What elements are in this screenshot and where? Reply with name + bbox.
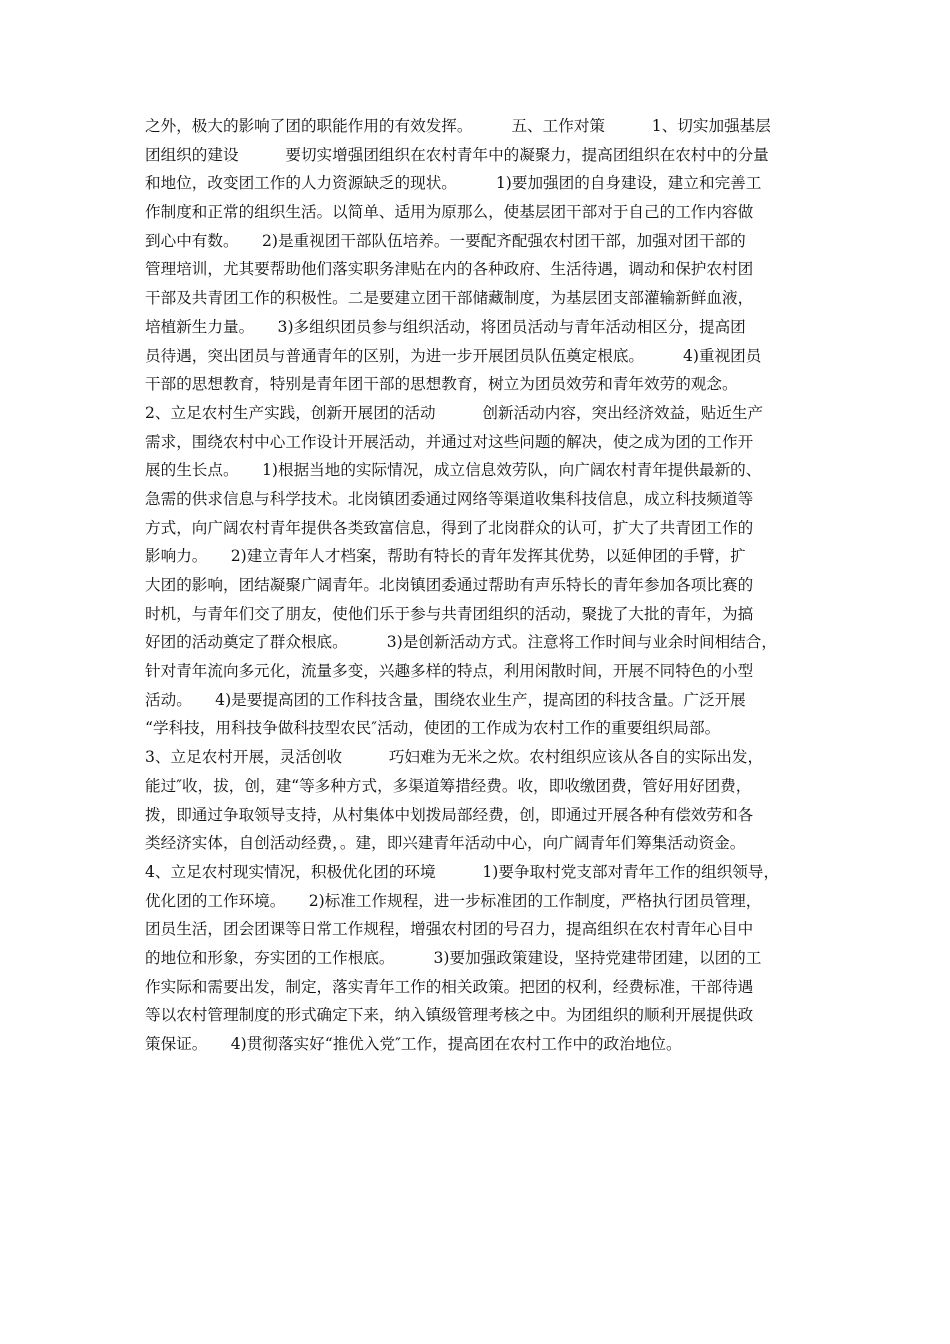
text-line: 急需的供求信息与科学技术。北岗镇团委通过网络等渠道收集科技信息，成立科技频道等 — [145, 489, 754, 508]
text-line: “学科技，用科技争做科技型农民″活动，使团的工作成为农村工作的重要组织局部。 — [145, 719, 721, 738]
text-line: 团员生活，团会团课等日常工作规程，增强农村团的号召力，提高组织在农村青年心目中 — [145, 920, 754, 939]
text-line: 针对青年流向多元化，流量多变，兴趣多样的特点，利用闲散时间，开展不同特色的小型 — [145, 662, 754, 681]
text-line: 好团的活动奠定了群众根底。 3)是创新活动方式。注意将工作时间与业余时间相结合， — [145, 633, 777, 652]
text-line: 干部及共青团工作的积极性。二是要建立团干部储藏制度，为基层团支部灌输新鲜血液， — [145, 289, 754, 308]
text-line: 能过″收，拔，创，建“等多种方式，多渠道筹措经费。收，即收缴团费，管好用好团费， — [145, 776, 752, 795]
text-line: 优化团的工作环境。 2)标准工作规程，进一步标准团的工作制度，严格执行团员管理， — [145, 891, 762, 910]
text-line: 2、立足农村生产实践，创新开展团的活动 创新活动内容，突出经济效益，贴近生产 — [145, 403, 764, 422]
text-line: 管理培训，尤其要帮助他们落实职务津贴在内的各种政府、生活待遇，调动和保护农村团 — [145, 260, 754, 279]
text-line: 类经济实体，自创活动经费，。建，即兴建青年活动中心，向广阔青年们筹集活动资金。 — [145, 834, 746, 853]
document-body — [145, 112, 811, 1059]
text-line: 时机，与青年们交了朋友，使他们乐于参与共青团组织的活动，聚拢了大批的青年，为搞 — [145, 604, 754, 623]
text-line: 活动。 4)是要提高团的工作科技含量，围绕农业生产，提高团的科技含量。广泛开展 — [145, 690, 746, 709]
text-line: 到心中有数。 2)是重视团干部队伍培养。一要配齐配强农村团干部，加强对团干部的 — [145, 231, 746, 250]
text-line: 拨，即通过争取领导支持，从村集体中划拨局部经费，创，即通过开展各种有偿效劳和各 — [145, 805, 754, 824]
text-line: 方式，向广阔农村青年提供各类致富信息，得到了北岗群众的认可，扩大了共青团工作的 — [145, 518, 754, 537]
text-line: 的地位和形象，夯实团的工作根底。 3)要加强政策建设，坚持党建带团建，以团的工 — [145, 948, 762, 967]
text-line: 培植新生力量。 3)多组织团员参与组织活动，将团员活动与青年活动相区分，提高团 — [145, 317, 746, 336]
text-line: 3、立足农村开展，灵活创收 巧妇难为无米之炊。农村组织应该从各自的实际出发， — [145, 748, 764, 767]
text-line: 干部的思想教育，特别是青年团干部的思想教育，树立为团员效劳和青年效劳的观念。 — [145, 375, 738, 394]
text-line: 员待遇，突出团员与普通青年的区别，为进一步开展团员队伍奠定根底。 4)重视团员 — [145, 346, 762, 365]
text-line: 需求，围绕农村中心工作设计开展活动，并通过对这些问题的解决，使之成为团的工作开 — [145, 432, 754, 451]
text-line: 团组织的建设 要切实增强团组织在农村青年中的凝聚力，提高团组织在农村中的分量 — [145, 145, 769, 164]
text-line: 4、立足农村现实情况，积极优化团的环境 1)要争取村党支部对青年工作的组织领导， — [145, 862, 780, 881]
text-line: 策保证。 4)贯彻落实好“推优入党″工作，提高团在农村工作中的政治地位。 — [145, 1035, 682, 1053]
text-line: 展的生长点。 1)根据当地的实际情况，成立信息效劳队，向广阔农村青年提供最新的、 — [145, 461, 762, 480]
text-line: 大团的影响，团结凝聚广阔青年。北岗镇团委通过帮助有声乐特长的青年参加各项比赛的 — [145, 576, 754, 594]
text-line: 和地位，改变团工作的人力资源缺乏的现状。 1)要加强团的自身建设，建立和完善工 — [145, 174, 762, 193]
text-line: 影响力。 2)建立青年人才档案，帮助有特长的青年发挥其优势，以延伸团的手臂，扩 — [145, 547, 746, 566]
text-line: 等以农村管理制度的形式确定下来，纳入镇级管理考核之中。为团组织的顺利开展提供政 — [145, 1006, 754, 1025]
text-line: 作制度和正常的组织生活。以简单、适用为原那么，使基层团干部对于自己的工作内容做 — [145, 203, 754, 222]
text-line: 之外，极大的影响了团的职能作用的有效发挥。 五、工作对策 1、切实加强基层 — [145, 117, 771, 135]
text-line: 作实际和需要出发，制定，落实青年工作的相关政策。把团的权利，经费标准，干部待遇 — [145, 977, 754, 996]
